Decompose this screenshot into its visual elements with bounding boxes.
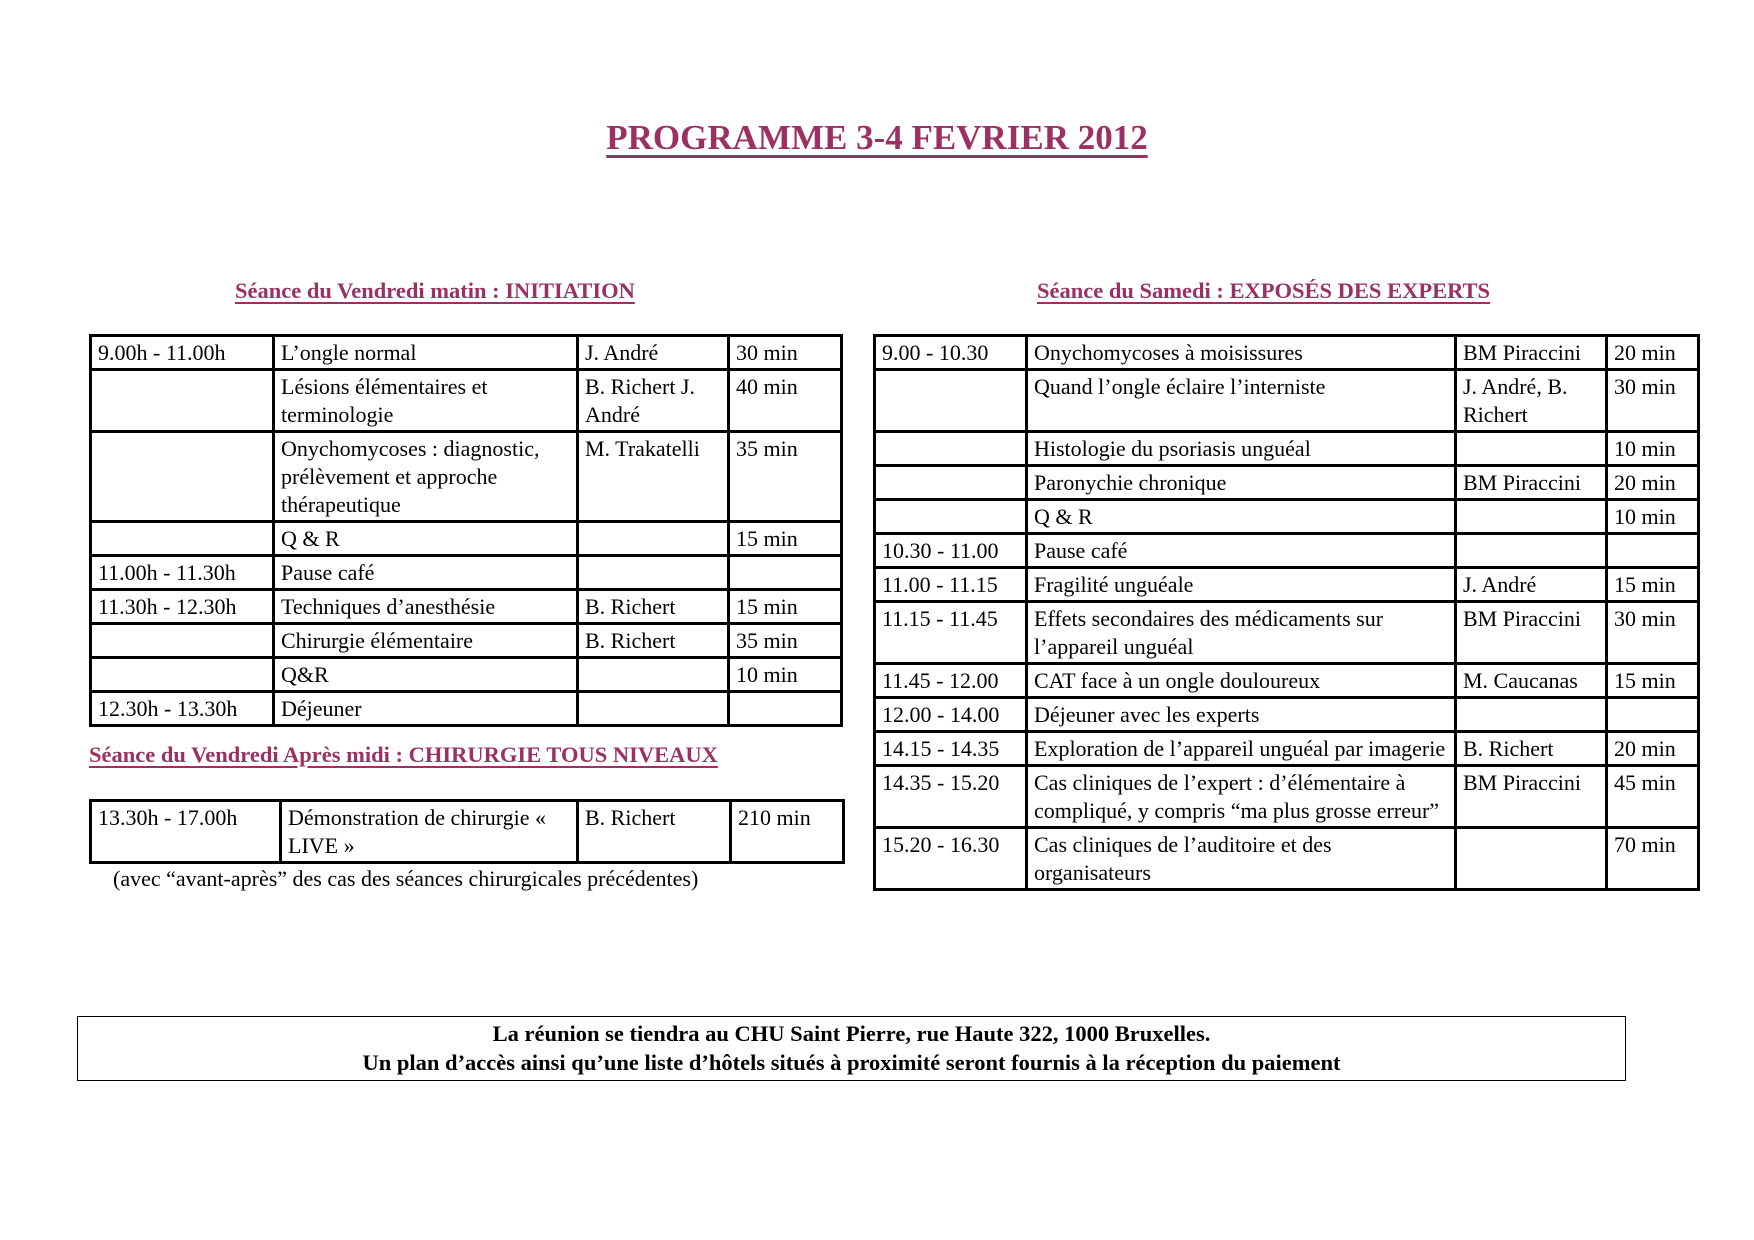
topic-cell: L’ongle normal — [274, 336, 578, 370]
topic-cell: Chirurgie élémentaire — [274, 624, 578, 658]
speaker-cell — [1456, 500, 1607, 534]
duration-cell — [729, 556, 842, 590]
speaker-cell: BM Piraccini — [1456, 766, 1607, 828]
time-cell — [875, 500, 1027, 534]
topic-cell: Histologie du psoriasis unguéal — [1027, 432, 1456, 466]
speaker-cell: J. André — [1456, 568, 1607, 602]
speaker-cell — [1456, 534, 1607, 568]
topic-cell: CAT face à un ongle douloureux — [1027, 664, 1456, 698]
table-row — [91, 556, 842, 590]
duration-cell: 10 min — [1607, 432, 1699, 466]
duration-cell: 15 min — [1607, 664, 1699, 698]
time-cell: 9.00h - 11.00h — [91, 336, 274, 370]
time-cell: 14.15 - 14.35 — [875, 732, 1027, 766]
table-row — [91, 336, 842, 370]
section-heading-friday-afternoon: Séance du Vendredi Après midi : CHIRURGIE TOUS NIVEAUX — [89, 742, 718, 767]
topic-cell: Q & R — [1027, 500, 1456, 534]
duration-cell: 10 min — [1607, 500, 1699, 534]
duration-cell — [1607, 534, 1699, 568]
table-row — [91, 522, 842, 556]
topic-cell: Exploration de l’appareil unguéal par imagerie — [1027, 732, 1456, 766]
time-cell: 11.45 - 12.00 — [875, 664, 1027, 698]
table-row — [91, 432, 842, 522]
schedule-table-friday-afternoon — [89, 799, 845, 864]
surgery-note: (avec “avant-après” des cas des séances chirurgicales précédentes) — [113, 866, 699, 891]
duration-cell: 30 min — [1607, 602, 1699, 664]
schedule-table-saturday — [873, 334, 1700, 891]
table-row — [875, 732, 1699, 766]
topic-cell: Cas cliniques de l’expert : d’élémentaire à compliqué, y compris “ma plus grosse erreur” — [1027, 766, 1456, 828]
time-cell — [875, 466, 1027, 500]
topic-cell: Techniques d’anesthésie — [274, 590, 578, 624]
duration-cell: 70 min — [1607, 828, 1699, 890]
time-cell: 15.20 - 16.30 — [875, 828, 1027, 890]
duration-cell: 15 min — [729, 522, 842, 556]
topic-cell: Pause café — [1027, 534, 1456, 568]
table-row — [875, 466, 1699, 500]
topic-cell: Démonstration de chirurgie « LIVE » — [281, 801, 578, 863]
time-cell: 13.30h - 17.00h — [91, 801, 281, 863]
speaker-cell: J. André, B. Richert — [1456, 370, 1607, 432]
table-row — [875, 698, 1699, 732]
duration-cell: 30 min — [1607, 370, 1699, 432]
table-row — [875, 766, 1699, 828]
time-cell: 11.30h - 12.30h — [91, 590, 274, 624]
topic-cell: Fragilité unguéale — [1027, 568, 1456, 602]
duration-cell — [729, 692, 842, 726]
speaker-cell — [578, 556, 729, 590]
access-info-line: Un plan d’accès ainsi qu’une liste d’hôtels situés à proximité seront fournis à la réception du paiement — [362, 1050, 1341, 1075]
speaker-cell: M. Caucanas — [1456, 664, 1607, 698]
page-title — [0, 118, 1754, 158]
duration-cell: 210 min — [731, 801, 844, 863]
time-cell — [91, 658, 274, 692]
duration-cell: 35 min — [729, 432, 842, 522]
table-row — [91, 801, 844, 863]
time-cell: 10.30 - 11.00 — [875, 534, 1027, 568]
table-row — [91, 370, 842, 432]
duration-cell: 15 min — [729, 590, 842, 624]
topic-cell: Déjeuner — [274, 692, 578, 726]
topic-cell: Quand l’ongle éclaire l’interniste — [1027, 370, 1456, 432]
topic-cell: Paronychie chronique — [1027, 466, 1456, 500]
table-row — [91, 692, 842, 726]
duration-cell: 10 min — [729, 658, 842, 692]
speaker-cell: BM Piraccini — [1456, 602, 1607, 664]
topic-cell: Onychomycoses à moisissures — [1027, 336, 1456, 370]
schedule-table-friday-morning — [89, 334, 843, 727]
speaker-cell: M. Trakatelli — [578, 432, 729, 522]
page-title-text: PROGRAMME 3-4 FEVRIER 2012 — [606, 118, 1148, 157]
speaker-cell — [578, 658, 729, 692]
table-row — [91, 658, 842, 692]
topic-cell: Onychomycoses : diagnostic, prélèvement et approche thérapeutique — [274, 432, 578, 522]
venue-line: La réunion se tiendra au CHU Saint Pierre, rue Haute 322, 1000 Bruxelles. — [492, 1021, 1211, 1046]
topic-cell: Q & R — [274, 522, 578, 556]
table-row — [875, 568, 1699, 602]
topic-cell: Effets secondaires des médicaments sur l’appareil unguéal — [1027, 602, 1456, 664]
duration-cell: 30 min — [729, 336, 842, 370]
speaker-cell: B. Richert — [578, 801, 731, 863]
time-cell — [91, 370, 274, 432]
speaker-cell — [578, 522, 729, 556]
time-cell: 12.30h - 13.30h — [91, 692, 274, 726]
topic-cell: Lésions élémentaires et terminologie — [274, 370, 578, 432]
time-cell: 11.15 - 11.45 — [875, 602, 1027, 664]
speaker-cell: B. Richert J. André — [578, 370, 729, 432]
duration-cell: 20 min — [1607, 336, 1699, 370]
time-cell: 11.00 - 11.15 — [875, 568, 1027, 602]
time-cell — [875, 432, 1027, 466]
speaker-cell: B. Richert — [1456, 732, 1607, 766]
time-cell: 11.00h - 11.30h — [91, 556, 274, 590]
time-cell — [91, 432, 274, 522]
speaker-cell — [1456, 432, 1607, 466]
speaker-cell — [1456, 828, 1607, 890]
table-row — [875, 602, 1699, 664]
duration-cell: 35 min — [729, 624, 842, 658]
time-cell — [91, 624, 274, 658]
section-heading-friday-morning: Séance du Vendredi matin : INITIATION — [235, 278, 635, 303]
table-row — [875, 534, 1699, 568]
time-cell — [875, 370, 1027, 432]
speaker-cell: B. Richert — [578, 590, 729, 624]
duration-cell: 20 min — [1607, 466, 1699, 500]
speaker-cell: J. André — [578, 336, 729, 370]
table-row — [875, 664, 1699, 698]
table-row — [875, 500, 1699, 534]
table-row — [91, 590, 842, 624]
speaker-cell: BM Piraccini — [1456, 336, 1607, 370]
table-row — [91, 624, 842, 658]
duration-cell: 20 min — [1607, 732, 1699, 766]
table-row — [875, 828, 1699, 890]
speaker-cell — [578, 692, 729, 726]
topic-cell: Déjeuner avec les experts — [1027, 698, 1456, 732]
duration-cell — [1607, 698, 1699, 732]
topic-cell: Cas cliniques de l’auditoire et des organisateurs — [1027, 828, 1456, 890]
topic-cell: Q&R — [274, 658, 578, 692]
speaker-cell: BM Piraccini — [1456, 466, 1607, 500]
speaker-cell — [1456, 698, 1607, 732]
table-row — [875, 370, 1699, 432]
table-row — [875, 336, 1699, 370]
time-cell: 9.00 - 10.30 — [875, 336, 1027, 370]
time-cell: 14.35 - 15.20 — [875, 766, 1027, 828]
duration-cell: 45 min — [1607, 766, 1699, 828]
time-cell: 12.00 - 14.00 — [875, 698, 1027, 732]
time-cell — [91, 522, 274, 556]
duration-cell: 15 min — [1607, 568, 1699, 602]
table-row — [875, 432, 1699, 466]
speaker-cell: B. Richert — [578, 624, 729, 658]
venue-info-box — [77, 1016, 1626, 1081]
duration-cell: 40 min — [729, 370, 842, 432]
topic-cell: Pause café — [274, 556, 578, 590]
section-heading-saturday: Séance du Samedi : EXPOSÉS DES EXPERTS — [1037, 278, 1491, 303]
